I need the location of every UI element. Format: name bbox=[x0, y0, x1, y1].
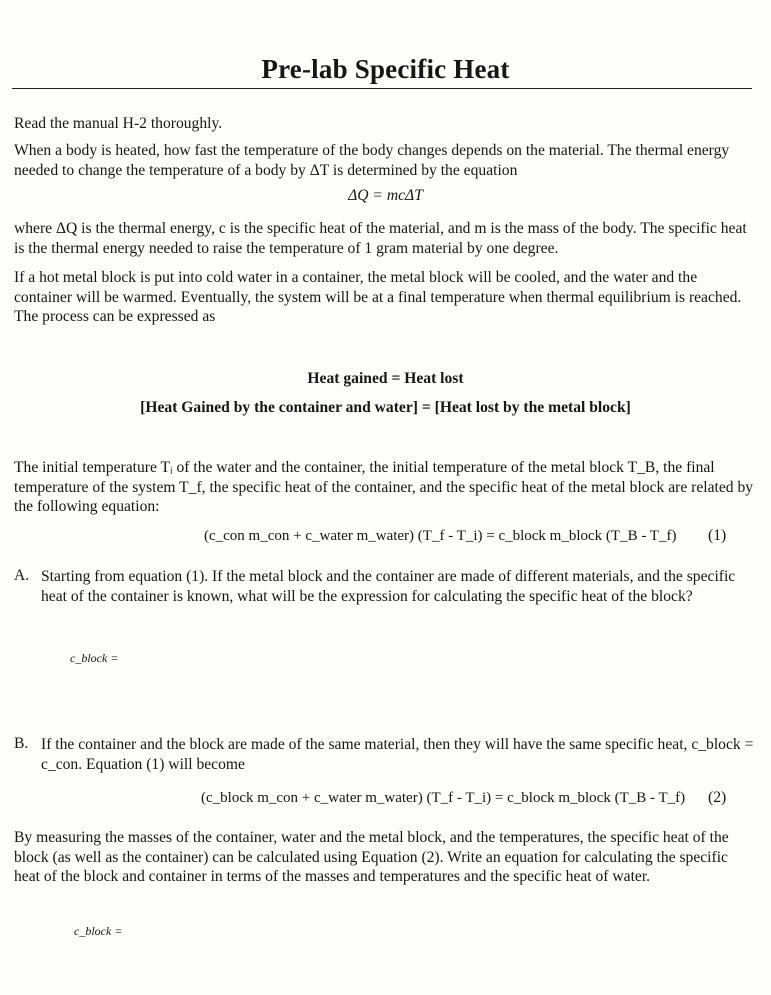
equation-heat: ΔQ = mcΔT bbox=[348, 187, 423, 204]
title-rule bbox=[12, 88, 752, 89]
paragraph-heating bbox=[14, 141, 756, 180]
paragraph-temperatures: The initial temperature Tᵢ of the water and the container, the initial temperature of the metal block T_B, the final temperature of the system T_f, the specific heat of the container, and the specific heat of the metal block are related by the following equation: bbox=[14, 459, 754, 515]
intro-text: Read the manual H-2 thoroughly. bbox=[14, 115, 223, 132]
paragraph-heating-text: When a body is heated, how fast the temperature of the body changes depends on the material. The thermal energy needed to change the temperature of a body by ΔT is determined by the equation bbox=[14, 142, 730, 179]
equation-1-number: (1) bbox=[708, 527, 727, 544]
paragraph-process: If a hot metal block is put into cold water in a container, the metal block will be cooled, and the water and the container will be warmed. Eventually, the system will be at a final temperature when thermal equilibrium is reached. The process can be expressed as bbox=[14, 269, 742, 325]
question-b-letter: B. bbox=[14, 735, 29, 752]
question-a-letter: A. bbox=[14, 567, 30, 584]
equation-2: (c_block m_con + c_water m_water) (T_f - T_i) = c_block m_block (T_B - T_f) bbox=[201, 790, 686, 806]
heat-balance-detail: [Heat Gained by the container and water] = [Heat lost by the metal block] bbox=[140, 399, 631, 416]
paragraph-measurement: By measuring the masses of the container, water and the metal block, and the temperatures, the specific heat of the block (as well as the container) can be calculated using Equation (2). Write an equation for calculating the specific heat of the block and container in terms of the masses and temperatures and the specific heat of water. bbox=[14, 829, 729, 885]
equation-1: (c_con m_con + c_water m_water) (T_f - T_i) = c_block m_block (T_B - T_f) bbox=[204, 528, 677, 544]
question-b-text: If the container and the block are made of the same material, then they will have the same specific heat, c_block = c_con. Equation (1) will become bbox=[41, 736, 754, 773]
paragraph-definitions: where ΔQ is the thermal energy, c is the specific heat of the material, and m is the mass of the body. The specific heat is the thermal energy needed to raise the temperature of 1 gram material by one degree. bbox=[14, 220, 747, 257]
page-title: Pre-lab Specific Heat bbox=[261, 54, 510, 84]
heat-balance-line: Heat gained = Heat lost bbox=[307, 370, 464, 387]
equation-2-number: (2) bbox=[708, 789, 727, 806]
answer-b-label: c_block = bbox=[74, 924, 123, 938]
question-a-text: Starting from equation (1). If the metal block and the container are made of different materials, and the specific heat of the container is known, what will be the expression for calculating the specific heat of the block? bbox=[41, 568, 736, 605]
answer-a-label: c_block = bbox=[70, 651, 119, 665]
